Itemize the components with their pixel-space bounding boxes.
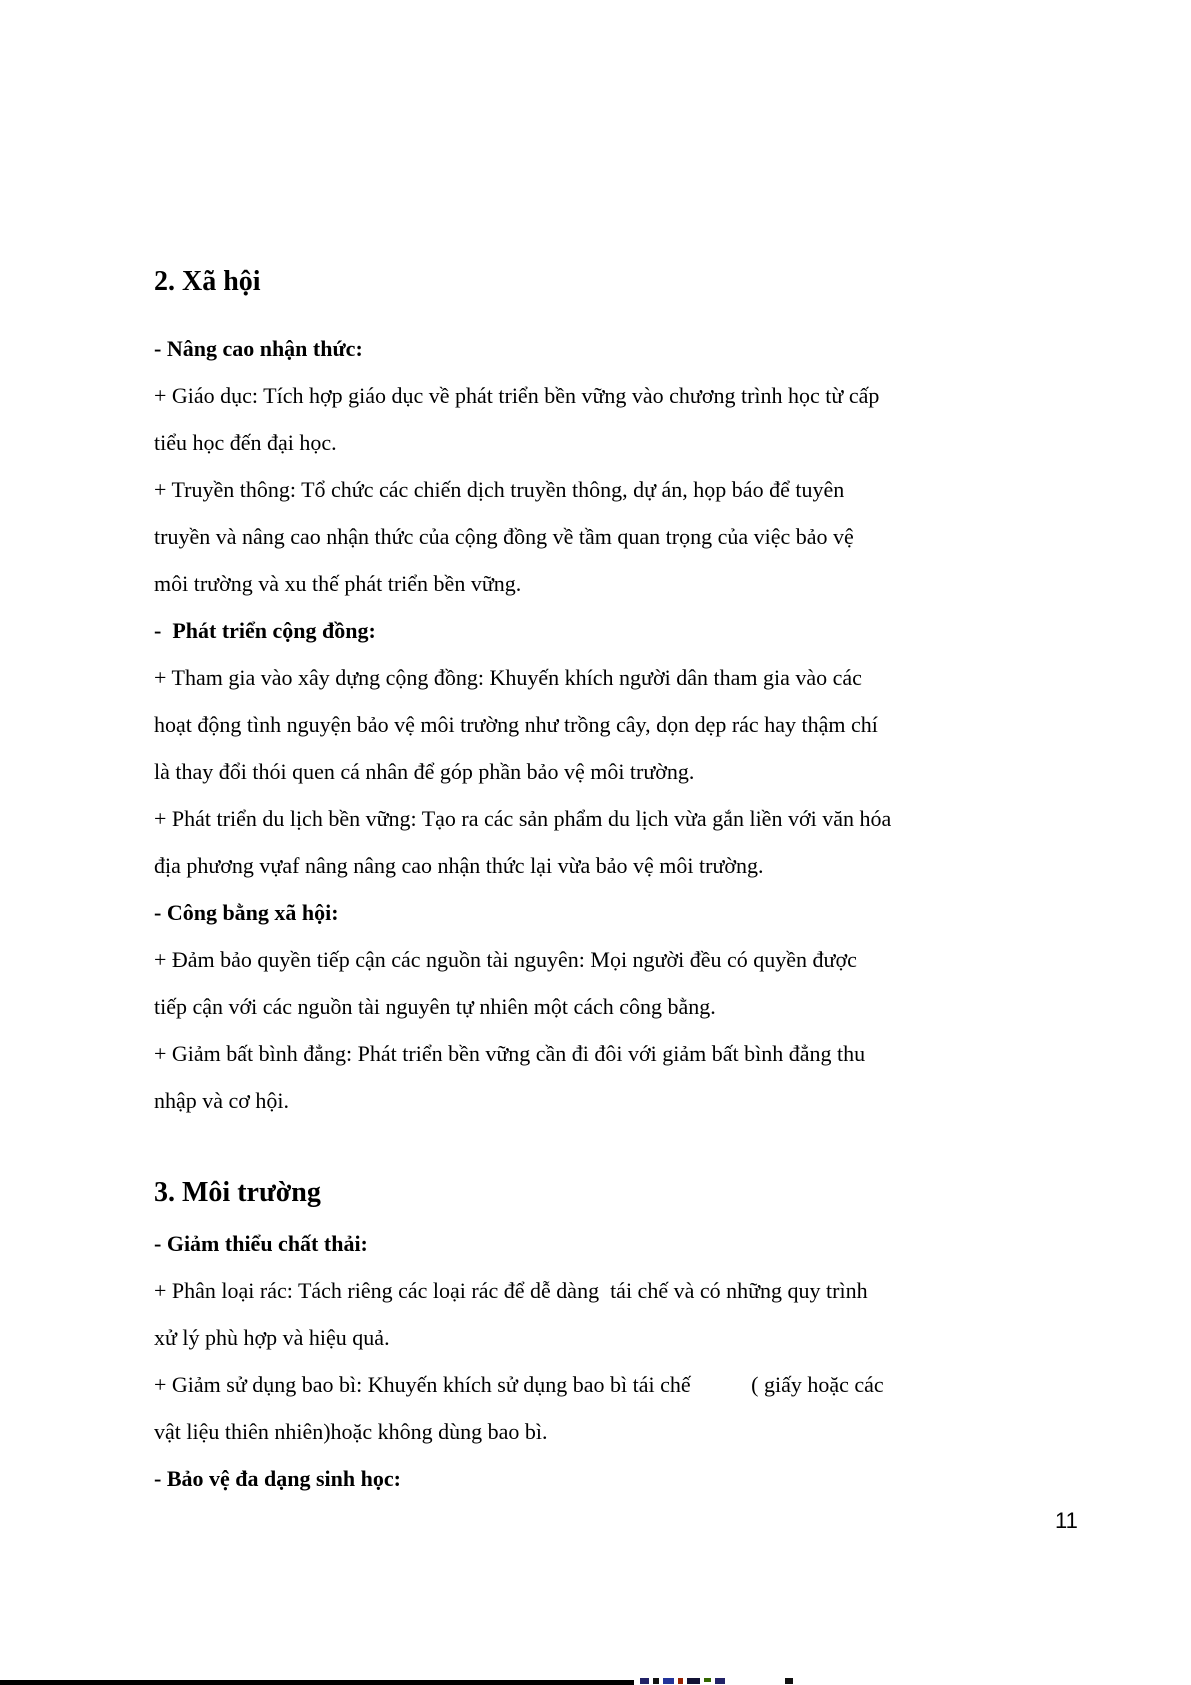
bold-subheading: - Phát triển cộng đồng: (154, 618, 376, 643)
text-line: + Giảm bất bình đẳng: Phát triển bền vững cần đi đôi với giảm bất bình đẳng thu (154, 1041, 866, 1066)
clipped-fragment (785, 1678, 793, 1684)
text-line: + Phân loại rác: Tách riêng các loại rác để dễ dàng tái chế và có những quy trình (154, 1278, 868, 1303)
text-line: môi trường và xu thế phát triển bền vững. (154, 571, 522, 596)
clipped-fragment (687, 1678, 700, 1684)
text-line: tiếp cận với các nguồn tài nguyên tự nhiên một cách công bằng. (154, 994, 716, 1019)
bold-subheading: - Bảo vệ đa dạng sinh học: (154, 1466, 401, 1491)
text-line: địa phương vựaf nâng nâng cao nhận thức lại vừa bảo vệ môi trường. (154, 853, 764, 878)
text-line: + Đảm bảo quyền tiếp cận các nguồn tài nguyên: Mọi người đều có quyền được (154, 947, 857, 972)
text-line: + Truyền thông: Tổ chức các chiến dịch truyền thông, dự án, họp báo để tuyên (154, 477, 845, 502)
section-heading: 2. Xã hội (154, 266, 261, 297)
text-line: + Giảm sử dụng bao bì: Khuyến khích sử dụng bao bì tái chế ( giấy hoặc các (154, 1372, 884, 1397)
text-line: + Tham gia vào xây dựng cộng đồng: Khuyến khích người dân tham gia vào các (154, 665, 862, 690)
section-heading: 3. Môi trường (154, 1177, 321, 1208)
bold-subheading: - Công bằng xã hội: (154, 900, 339, 925)
document-body (154, 254, 1074, 1502)
text-line: truyền và nâng cao nhận thức của cộng đồng về tầm quan trọng của việc bảo vệ (154, 524, 854, 549)
text-line: + Phát triển du lịch bền vững: Tạo ra các sản phẩm du lịch vừa gắn liền với văn hóa (154, 806, 892, 831)
clipped-fragment (663, 1678, 674, 1684)
text-line: + Giáo dục: Tích hợp giáo dục về phát triển bền vững vào chương trình học từ cấp (154, 383, 880, 408)
text-line: xử lý phù hợp và hiệu quả. (154, 1325, 390, 1350)
text-line: là thay đổi thói quen cá nhân để góp phần bảo vệ môi trường. (154, 759, 695, 784)
text-line: vật liệu thiên nhiên)hoặc không dùng bao bì. (154, 1419, 548, 1444)
clipped-fragment (715, 1678, 725, 1684)
bold-subheading: - Giảm thiểu chất thải: (154, 1231, 368, 1256)
clipped-bottom-bar (0, 1680, 634, 1685)
text-line: tiểu học đến đại học. (154, 430, 337, 455)
text-line: nhập và cơ hội. (154, 1088, 290, 1113)
clipped-fragment (678, 1678, 683, 1684)
clipped-text-fragments (640, 1678, 797, 1685)
clipped-fragment (704, 1678, 711, 1682)
bold-subheading: - Nâng cao nhận thức: (154, 336, 363, 361)
page-number: 11 (1055, 1508, 1078, 1533)
text-line: hoạt động tình nguyện bảo vệ môi trường như trồng cây, dọn dẹp rác hay thậm chí (154, 712, 878, 737)
clipped-fragment (640, 1678, 649, 1684)
clipped-fragment (653, 1678, 659, 1684)
